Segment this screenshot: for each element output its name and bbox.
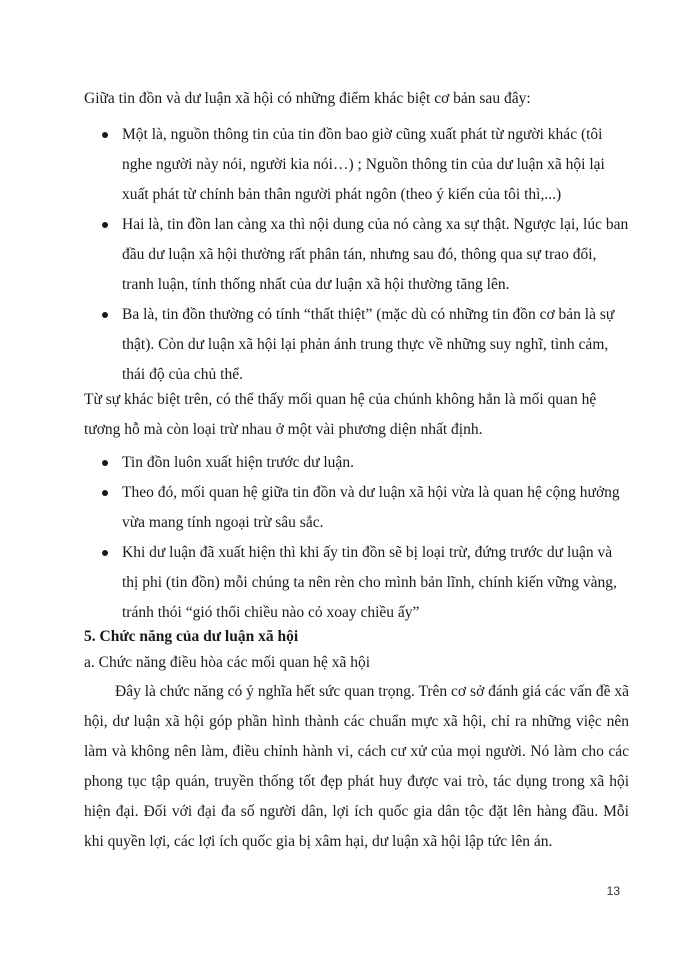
intro-paragraph: Giữa tin đồn và dư luận xã hội có những điểm khác biệt cơ bản sau đây: bbox=[84, 90, 531, 107]
list-item bbox=[84, 448, 629, 478]
list-item-text: Theo đó, mối quan hệ giữa tin đồn và dư luận xã hội vừa là quan hệ cộng hưởng vừa mang tính ngoại trừ sâu sắc. bbox=[122, 484, 620, 531]
list-item-text: Hai là, tin đồn lan càng xa thì nội dung của nó càng xa sự thật. Ngược lại, lúc ban đầu dư luận xã hội thường rất phân tán, nhưng sau đó, thông qua sự trao đổi, tranh luận, tính thống nhất của dư luận xã hội thường tăng lên. bbox=[122, 216, 629, 293]
bullet-icon bbox=[102, 132, 108, 138]
list-item-text: Tin đồn luôn xuất hiện trước dư luận. bbox=[122, 454, 354, 471]
list-item-text: Khi dư luận đã xuất hiện thì khi ấy tin đồn sẽ bị loại trừ, đứng trước dư luận và thị phi (tin đồn) mỗi chúng ta nên rèn cho mình bản lĩnh, chính kiến vững vàng, tránh thói “gió thổi chiều nào cỏ xoay chiều ấy” bbox=[122, 544, 617, 621]
bullet-icon bbox=[102, 550, 108, 556]
relations-list bbox=[84, 448, 629, 628]
page-number: 13 bbox=[606, 884, 620, 898]
list-item-text: Ba là, tin đồn thường có tính “thất thiệt” (mặc dù có những tin đồn cơ bản là sự thật). Còn dư luận xã hội lại phản ánh trung thực về những suy nghĩ, tình cảm, thái độ của chủ thể. bbox=[122, 306, 615, 383]
bullet-icon bbox=[102, 460, 108, 466]
section-heading: 5. Chức năng của dư luận xã hội bbox=[84, 628, 299, 645]
subsection-heading: a. Chức năng điều hòa các mối quan hệ xã hội bbox=[84, 654, 371, 671]
list-item bbox=[84, 300, 629, 390]
list-item bbox=[84, 478, 629, 538]
list-item bbox=[84, 120, 629, 210]
relation-intro-paragraph: Từ sự khác biệt trên, có thể thấy mối quan hệ của chúnh không hẳn là mối quan hệ tương hỗ mà còn loại trừ nhau ở một vài phương diện nhất định. bbox=[84, 391, 597, 438]
list-item-text: Một là, nguồn thông tin của tin đồn bao giờ cũng xuất phát từ người khác (tôi nghe người này nói, người kia nói…) ; Nguồn thông tin của dư luận xã hội lại xuất phát từ chính bản thân người phát ngôn (theo ý kiến của tôi thì,...) bbox=[122, 126, 605, 203]
list-item bbox=[84, 210, 629, 300]
body-paragraph: Đây là chức năng có ý nghĩa hết sức quan trọng. Trên cơ sở đánh giá các vấn đề xã hội, dư luận xã hội góp phần hình thành các chuẩn mực xã hội, chỉ ra những việc nên làm và không nên làm, điều chỉnh hành vi, cách cư xử của mọi người. Nó làm cho các phong tục tập quán, truyền thống tốt đẹp phát huy được vai trò, tác dụng trong xã hội hiện đại. Đối với đại đa số người dân, lợi ích quốc gia dân tộc đặt lên hàng đầu. Mỗi khi quyền lợi, các lợi ích quốc gia bị xâm hại, dư luận xã hội lập tức lên án. bbox=[84, 683, 629, 850]
bullet-icon bbox=[102, 312, 108, 318]
differences-list bbox=[84, 120, 629, 390]
bullet-icon bbox=[102, 490, 108, 496]
bullet-icon bbox=[102, 222, 108, 228]
list-item bbox=[84, 538, 629, 628]
